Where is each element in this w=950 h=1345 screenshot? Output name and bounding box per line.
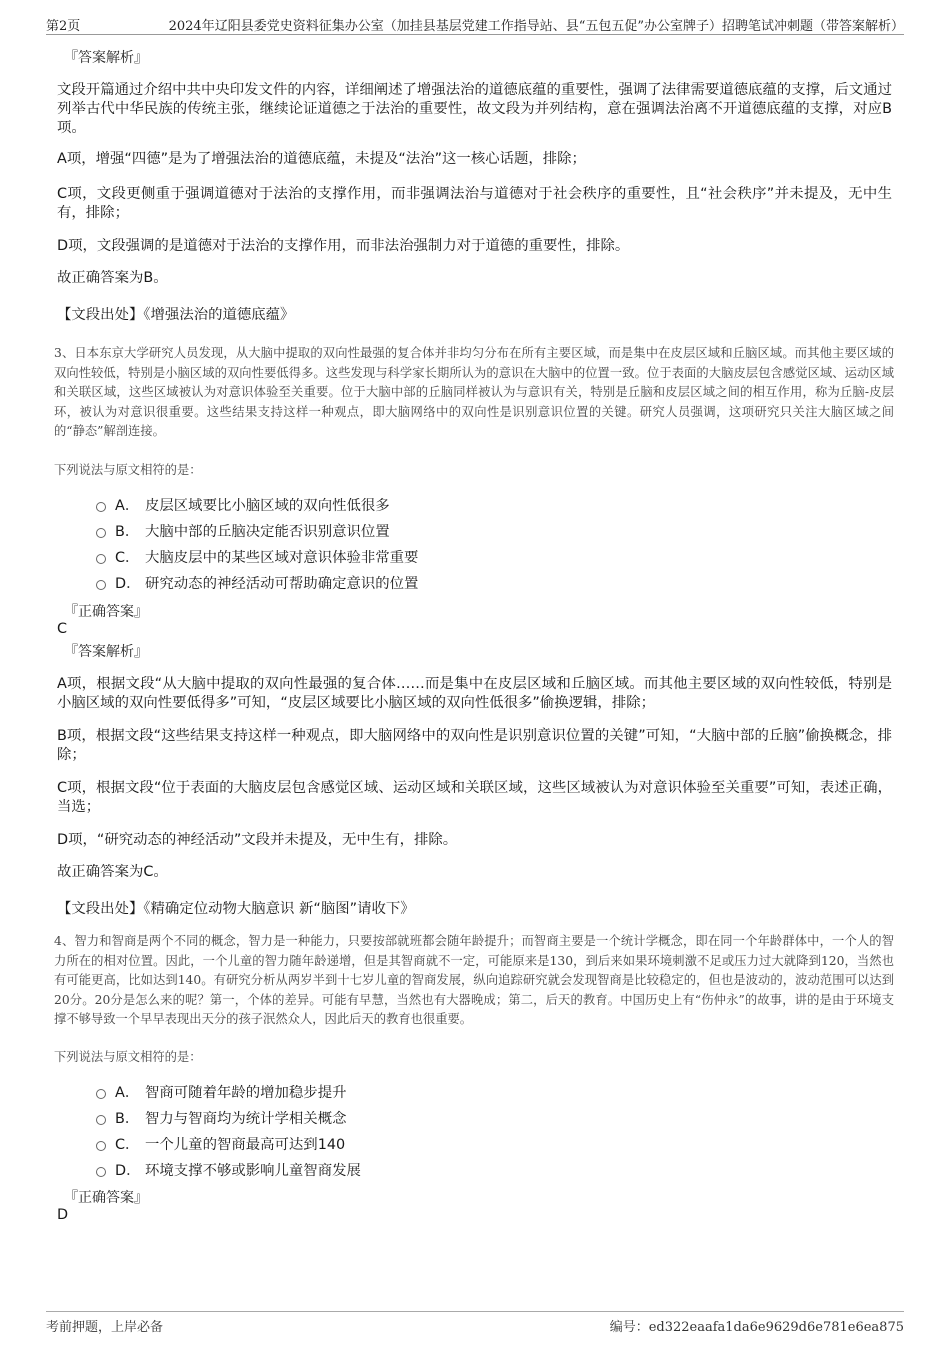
page-footer: [46, 1311, 904, 1336]
document-title: 2024年辽阳县委党史资料征集办公室（加挂县基层党建工作指导站、县“五包五促”办公室牌子）招聘笔试冲刺题（带答案解析）: [168, 19, 904, 34]
q2-conclusion: 故正确答案为B。: [57, 270, 168, 286]
option-letter: A．: [115, 1084, 140, 1101]
radio-button[interactable]: [96, 502, 106, 512]
q3-option-a[interactable]: [96, 493, 390, 515]
radio-button[interactable]: [96, 554, 106, 564]
q2-source: 【文段出处】《增强法治的道德底蕴》: [57, 307, 295, 323]
option-letter: B．: [115, 1110, 140, 1127]
q4-answer-label: 『正确答案』: [64, 1190, 148, 1206]
q2-item-c: C项，文段更侧重于强调道德对于法治的支撑作用，而非强调法治与道德对于社会秩序的重要性，且“社会秩序”并未提及，无中生有，排除；: [57, 186, 892, 221]
q4-option-d[interactable]: [96, 1158, 361, 1180]
option-text: 研究动态的神经活动可帮助确定意识的位置: [145, 575, 419, 592]
page-number: 第2页: [46, 19, 81, 34]
option-text: 环境支撑不够或影响儿童智商发展: [145, 1162, 361, 1179]
q3-analysis-label: 『答案解析』: [64, 644, 148, 660]
option-letter: D．: [115, 575, 141, 592]
option-text: 一个儿童的智商最高可达到140: [145, 1136, 346, 1153]
q3-prompt: 下列说法与原文相符的是：: [54, 463, 202, 477]
radio-button[interactable]: [96, 1167, 106, 1177]
radio-button[interactable]: [96, 1115, 106, 1125]
option-text: 智商可随着年龄的增加稳步提升: [145, 1084, 347, 1101]
option-text: 智力与智商均为统计学相关概念: [145, 1110, 347, 1127]
option-letter: A．: [115, 497, 140, 514]
q4-option-b[interactable]: [96, 1106, 346, 1128]
radio-button[interactable]: [96, 1089, 106, 1099]
q3-source: 【文段出处】《精确定位动物大脑意识 新“脑图”请收下》: [57, 901, 415, 917]
footer-slogan: 考前押题，上岸必备: [46, 1320, 164, 1335]
radio-button[interactable]: [96, 1141, 106, 1151]
q4-answer: D: [57, 1207, 69, 1223]
q3-item-a: A项，根据文段“从大脑中提取的双向性最强的复合体……而是集中在皮层区域和丘脑区域。而其他主要区域的双向性较低，特别是小脑区域的双向性要低得多”可知，“皮层区域要比小脑区域的双向性低很多”偷换逻辑，排除；: [57, 676, 892, 711]
q3-option-b[interactable]: [96, 519, 390, 541]
q3-conclusion: 故正确答案为C。: [57, 864, 168, 880]
radio-button[interactable]: [96, 580, 106, 590]
q3-answer: C: [57, 621, 68, 637]
q3-passage: 3、日本东京大学研究人员发现，从大脑中提取的双向性最强的复合体并非均匀分布在所有主要区域，而是集中在皮层区域和丘脑区域。而其他主要区域的双向性较低，特别是小脑区域的双向性要低得多。这些发现与科学家长期所认为的意识在大脑中的位置一致。位于表面的大脑皮层包含感觉区域、运动区域和关联区域，这些区域被认为对意识体验至关重要。位于大脑中部的丘脑同样被认为与意识有关，特别是丘脑和皮层区域之间的相互作用，称为丘脑-皮层环，被认为对意识很重要。这些结果支持这样一种观点，即大脑网络中的双向性是识别意识位置的关键。研究人员强调，这项研究只关注大脑区域之间的“静态”解剖连接。: [54, 346, 894, 438]
option-letter: C．: [115, 549, 140, 566]
q2-item-a: A项，增强“四德”是为了增强法治的道德底蕴，未提及“法治”这一核心话题，排除；: [57, 151, 586, 167]
option-letter: D．: [115, 1162, 141, 1179]
option-text: 大脑皮层中的某些区域对意识体验非常重要: [145, 549, 419, 566]
q3-item-d: D项，“研究动态的神经活动”文段并未提及，无中生有，排除。: [57, 832, 458, 848]
q4-option-c[interactable]: [96, 1132, 345, 1154]
q4-prompt: 下列说法与原文相符的是：: [54, 1050, 202, 1064]
radio-button[interactable]: [96, 528, 106, 538]
option-text: 大脑中部的丘脑决定能否识别意识位置: [145, 523, 390, 540]
page-header: [46, 12, 904, 35]
q3-item-b: B项，根据文段“这些结果支持这样一种观点，即大脑网络中的双向性是识别意识位置的关键”可知，“大脑中部的丘脑”偷换概念，排除；: [57, 728, 892, 763]
document-code: 编号：ed322eaafa1da6e9629d6e781e6ea875: [609, 1320, 904, 1335]
q3-answer-label: 『正确答案』: [64, 604, 148, 620]
q2-analysis-main: 文段开篇通过介绍中共中央印发文件的内容，详细阐述了增强法治的道德底蕴的重要性，强调了法律需要道德底蕴的支撑，后文通过列举古代中华民族的传统主张，继续论证道德之于法治的重要性，故文段为并列结构，意在强调法治离不开道德底蕴的支撑，对应B项。: [57, 82, 892, 136]
option-letter: C．: [115, 1136, 140, 1153]
q2-analysis-label: 『答案解析』: [64, 50, 148, 66]
option-letter: B．: [115, 523, 140, 540]
q4-passage: 4、智力和智商是两个不同的概念，智力是一种能力，只要按部就班都会随年龄提升；而智商主要是一个统计学概念，即在同一个年龄群体中，一个人的智力所在的相对位置。因此，一个儿童的智力随年龄递增，但是其智商就不一定，可能原来是130，到后来如果环境刺激不足或压力过大就降到120，当然也有可能更高，比如达到140。有研究分析从两岁半到十七岁儿童的智商发展，纵向追踪研究就会发现智商是比较稳定的，但也是波动的，波动范围可以达到20分。20分是怎么来的呢？第一，个体的差异。可能有早慧，当然也有大器晚成；第二，后天的教育。中国历史上有“伤仲永”的故事，讲的是由于环境支撑不够导致一个早早表现出天分的孩子泯然众人，因此后天的教育也很重要。: [54, 934, 894, 1026]
option-text: 皮层区域要比小脑区域的双向性低很多: [145, 497, 390, 514]
q3-option-d[interactable]: [96, 571, 418, 593]
q4-option-a[interactable]: [96, 1080, 346, 1102]
q3-item-c: C项，根据文段“位于表面的大脑皮层包含感觉区域、运动区域和关联区域，这些区域被认为对意识体验至关重要”可知，表述正确，当选；: [57, 780, 892, 815]
q2-item-d: D项，文段强调的是道德对于法治的支撑作用，而非法治强制力对于道德的重要性，排除。: [57, 238, 630, 254]
q3-option-c[interactable]: [96, 545, 418, 567]
